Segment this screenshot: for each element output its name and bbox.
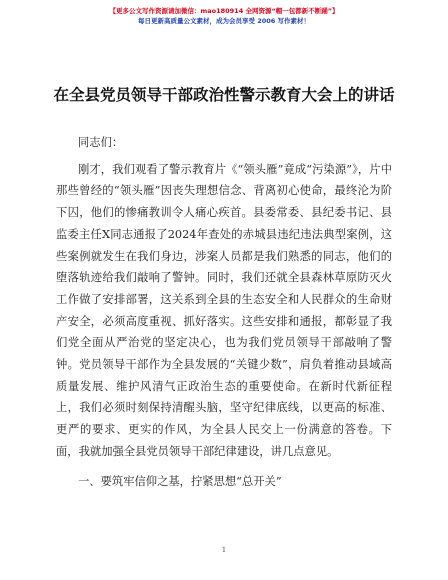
- salutation: 同志们：: [78, 136, 124, 149]
- promo-line-2: 每日更新高质量公文素材，成为会员享受 2006 写作素材！: [137, 17, 311, 25]
- paragraph-1: 刚才，我们观看了警示教育片《“领头雁”竟成“污染源”》，片中那些曾经的“领头雁”因丧失理想信念、背离初心使命，最终沦为阶下囚，他们的惨痛教训令人痛心疾首。县委常委、县纪委书记、县监委主任X同志通报了2024年查处的赤城县违纪违法典型案例，这些案例就发生在我们身边，涉案人员都是我们熟悉的同志，他们的堕落轨迹给我们敲响了警钟。同时，我们还就全县森林草原防灭火工作做了安排部署，这关系到全县的生态安全和人民群众的生命财产安全，必须高度重视、抓好落实。这些安排和通报，都彰显了我们党全面从严治党的坚定决心，也为我们党员领导干部敲响了警钟。党员领导干部作为全县发展的“关键少数”，肩负着推动县域高质量发展、维护风清气正政治生态的重要使命。在新时代新征程上，我们必须时刻保持清醒头脑，坚守纪律底线，以更高的标准、更严的要求、更实的作风，为全县人民交上一份满意的答卷。下面，我就加强全县党员领导干部纪律建设，讲几点意见。: [56, 162, 392, 458]
- document-title: 在全县党员领导干部政治性警示教育大会上的讲话: [53, 86, 395, 104]
- document-body: [56, 132, 392, 492]
- promo-line-1: 【更多公文写作资源请加微信：mao180914 全网资源“帽一包都新不断踊”】: [109, 7, 339, 15]
- promo-banner: [0, 6, 448, 26]
- page-number: 1: [221, 546, 227, 554]
- section-heading-1: 一、要筑牢信仰之基，拧紧思想“总开关”: [78, 474, 282, 488]
